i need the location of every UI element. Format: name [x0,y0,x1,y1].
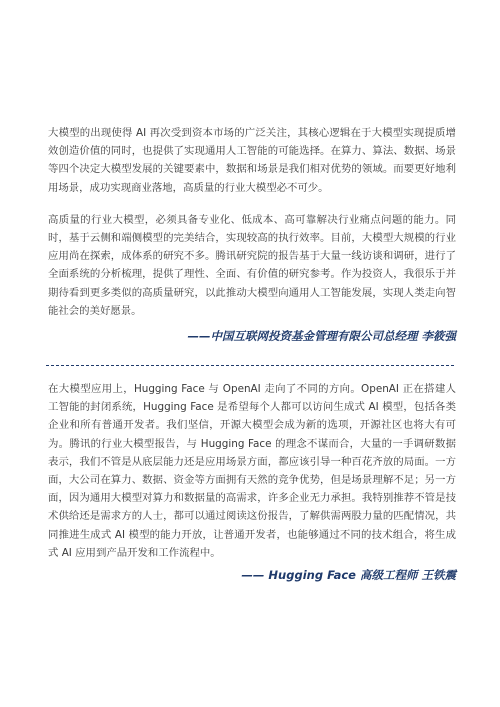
quote-1-paragraph-2: 高质量的行业大模型，必须具备专业化、低成本、高可靠解决行业痛点问题的能力。同时，基于云侧和端侧模型的完美结合，实现较高的执行效率。目前，大模型大规模的行业应用尚在探索，成体系的研究不多。腾讯研究院的报告基于大量一线访谈和调研，进行了全面系统的分析梳理，提供了理性、全面、有价值的研究参考。作为投资人，我很乐于并期待看到更多类似的高质量研究，以此推动大模型向通用人工智能发展，实现人类走向智能社会的美好愿景。 [48,213,456,317]
quote-1-attribution: ——中国互联网投资基金管理有限公司总经理 李筱强 [187,329,456,343]
quote-2-attribution: —— Hugging Face 高级工程师 王铁震 [241,568,456,582]
quote-section-2 [48,380,456,562]
quote-1-paragraph-1: 大模型的出现使得 AI 再次受到资本市场的广泛关注，其核心逻辑在于大模型实现提质增效创造价值的同时，也提供了实现通用人工智能的可能选择。在算力、算法、数据、场景等四个决定大模型发展的关键要素中，数据和场景是我们相对优势的领域。而要更好地利用场景，成功实现商业落地，高质量的行业大模型必不可少。 [48,127,456,194]
quote-2-paragraph-1: 在大模型应用上，Hugging Face 与 OpenAI 走向了不同的方向。OpenAI 正在搭建人工智能的封闭系统，Hugging Face 是希望每个人都可以访问生成式 AI 模型，包括各类企业和所有普通开发者。我们坚信，开源大模型会成为新的选项，开源社区也将大有可为。腾讯的行业大模型报告，与 Hugging Face 的理念不谋而合，大量的一手调研数据表示，我们不管是从底层能力还是应用场景方面，都应该引导一种百花齐放的局面。一方面，大公司在算力、数据、资金等方面拥有天然的竞争优势，但是场景理解不足；另一方面，因为通用大模型对算力和数据量的高需求，许多企业无力承担。我特别推荐不管是技术供给还是需求方的人士，都可以通过阅读这份报告，了解供需两股力量的匹配情况，共同推进生成式 AI 模型的能力开放，让普通开发者，也能够通过不同的技术组合，将生成式 AI 应用到产品开发和工作流程中。 [48,383,456,559]
section-divider [46,365,454,366]
quote-section-1 [48,124,456,320]
